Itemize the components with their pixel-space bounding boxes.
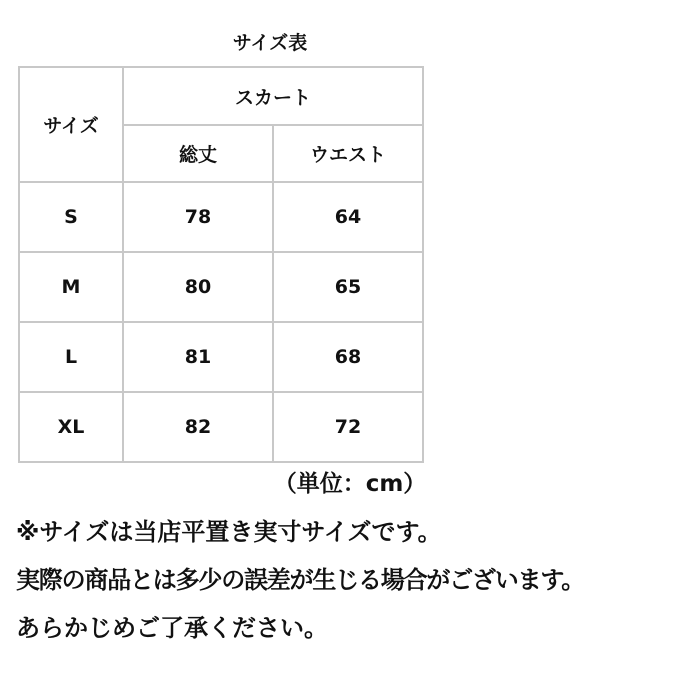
size-column-header: サイズ — [19, 67, 123, 182]
table-row — [19, 182, 423, 252]
acknowledgement-note: あらかじめご了承ください。 — [16, 614, 328, 642]
size-cell: L — [19, 322, 123, 392]
size-cell: XL — [19, 392, 123, 462]
table-row — [19, 252, 423, 322]
total-length-cell: 78 — [123, 182, 273, 252]
waist-cell: 64 — [273, 182, 423, 252]
table-row — [19, 322, 423, 392]
size-cell: S — [19, 182, 123, 252]
page-title: サイズ表 — [232, 32, 308, 54]
total-length-cell: 80 — [123, 252, 273, 322]
waist-cell: 65 — [273, 252, 423, 322]
variance-note: 実際の商品とは多少の誤差が生じる場合がございます。 — [16, 566, 585, 594]
measurement-note: ※サイズは当店平置き実寸サイズです。 — [16, 518, 442, 546]
total-length-cell: 82 — [123, 392, 273, 462]
size-cell: M — [19, 252, 123, 322]
table-row — [19, 392, 423, 462]
table-header-row — [19, 67, 423, 125]
size-table — [18, 66, 424, 463]
skirt-group-header: スカート — [123, 67, 423, 125]
total-length-cell: 81 — [123, 322, 273, 392]
total-length-column-header: 総丈 — [123, 125, 273, 182]
waist-cell: 68 — [273, 322, 423, 392]
unit-note: （単位：cm） — [273, 471, 427, 497]
waist-cell: 72 — [273, 392, 423, 462]
waist-column-header: ウエスト — [273, 125, 423, 182]
